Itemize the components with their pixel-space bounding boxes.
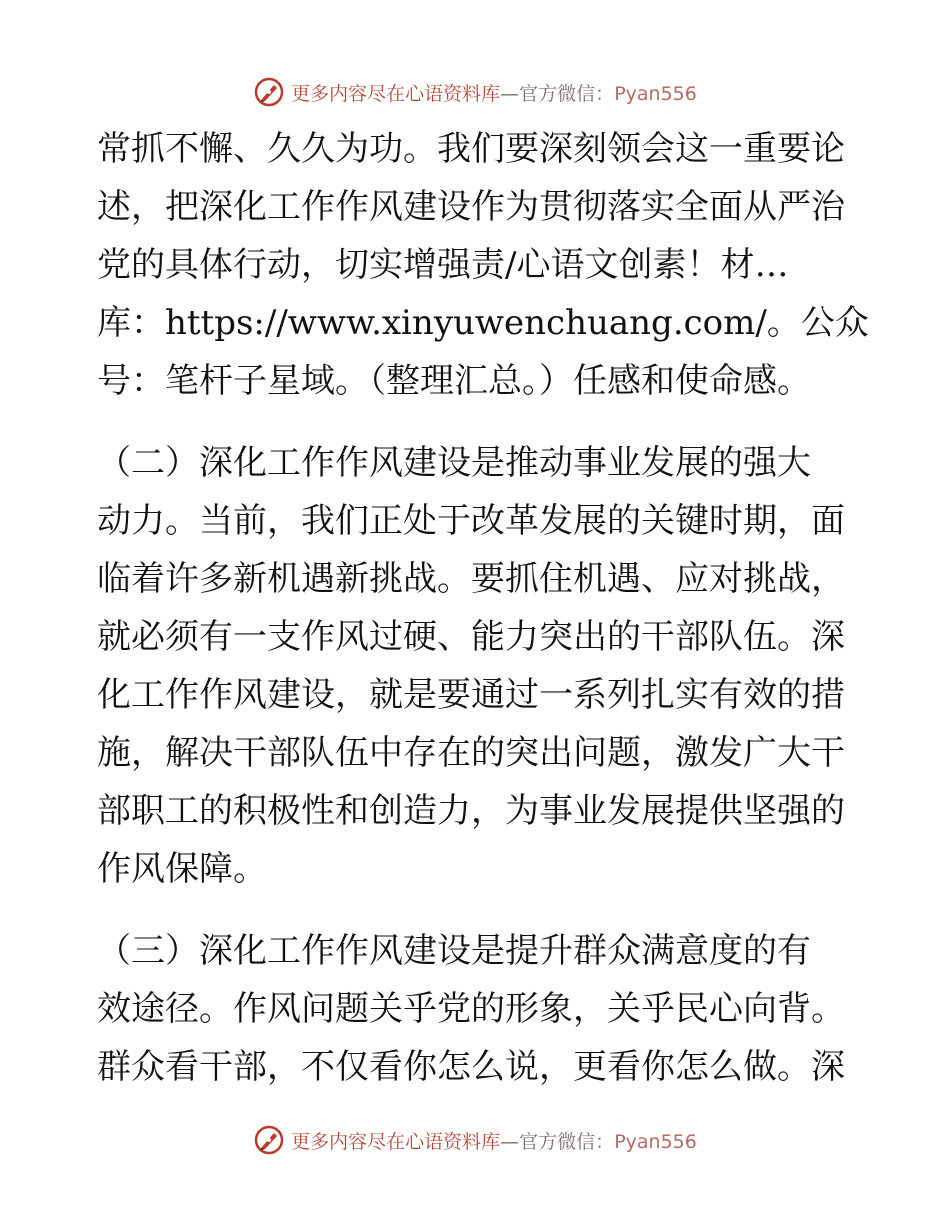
paragraph-1 <box>97 120 869 410</box>
site-name: 更多内容尽在心语资料库 <box>291 82 501 105</box>
text-line: 群众看干部，不仅看你怎么说，更看你怎么做。深 <box>97 1047 845 1087</box>
banner-text <box>291 79 697 106</box>
document-body <box>97 120 869 1096</box>
text-line: 库：https://www.xinyuwenchuang.com/。公众 <box>97 303 869 343</box>
text-line: 效途径。作风问题关乎党的形象，关乎民心向背。 <box>97 989 845 1029</box>
pen-logo-icon <box>253 76 285 108</box>
paragraph-2 <box>97 434 857 898</box>
text-line: （三）深化工作作风建设是提升群众满意度的有 <box>97 931 811 971</box>
banner-text <box>291 1127 697 1154</box>
text-line: 部职工的积极性和创造力，为事业发展提供坚强的 <box>97 791 845 831</box>
text-line: 就必须有一支作风过硬、能力突出的干部队伍。深 <box>97 617 845 657</box>
wechat-label: 官方微信： <box>519 82 615 105</box>
site-name: 更多内容尽在心语资料库 <box>291 1130 501 1153</box>
text-line: 施，解决干部队伍中存在的突出问题，激发广大干 <box>97 733 845 773</box>
text-line: 党的具体行动，切实增强责/心语文创素！材… <box>97 245 789 285</box>
footer-banner <box>0 1120 950 1160</box>
text-line: 临着许多新机遇新挑战。要抓住机遇、应对挑战， <box>97 559 845 599</box>
pen-logo-icon <box>253 1124 285 1156</box>
banner-dash: — <box>500 82 520 105</box>
text-line: 述，把深化工作作风建设作为贯彻落实全面从严治 <box>97 187 845 227</box>
text-line: 化工作作风建设，就是要通过一系列扎实有效的措 <box>97 675 845 715</box>
text-line: （二）深化工作作风建设是推动事业发展的强大 <box>97 443 811 483</box>
wechat-account: Pyan556 <box>614 82 697 105</box>
text-line: 号：笔杆子星域。（整理汇总。）任感和使命感。 <box>97 361 811 401</box>
wechat-account: Pyan556 <box>614 1130 697 1153</box>
wechat-label: 官方微信： <box>519 1130 615 1153</box>
header-banner <box>0 72 950 112</box>
text-line: 常抓不懈、久久为功。我们要深刻领会这一重要论 <box>97 129 845 169</box>
paragraph-3 <box>97 922 857 1096</box>
text-line: 动力。当前，我们正处于改革发展的关键时期，面 <box>97 501 845 541</box>
banner-dash: — <box>500 1130 520 1153</box>
text-line: 作风保障。 <box>97 849 267 889</box>
